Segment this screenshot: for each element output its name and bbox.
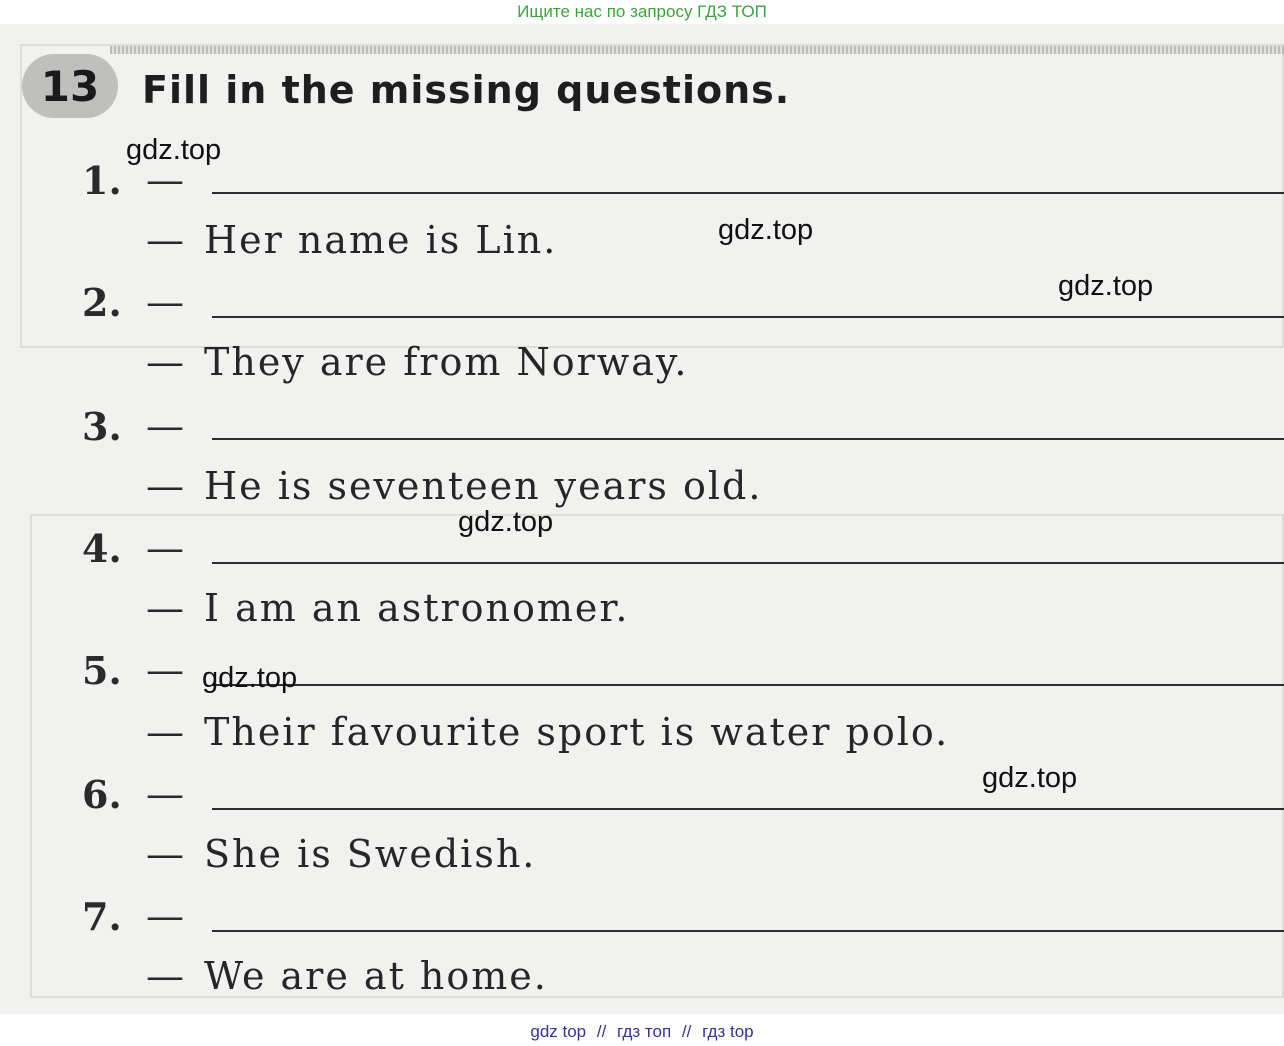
answer-dash: — xyxy=(146,340,186,384)
question-blank-line[interactable] xyxy=(212,808,1284,810)
answer-line xyxy=(146,464,762,508)
answer-text: She is Swedish. xyxy=(204,832,537,876)
answer-text: I am an astronomer. xyxy=(204,586,630,630)
footer-link-gdz-top-ru[interactable]: гдз топ xyxy=(617,1022,672,1041)
item-number: 2. xyxy=(82,280,122,325)
footer-separator: // xyxy=(596,1022,607,1041)
answer-line xyxy=(146,340,688,384)
answer-dash: — xyxy=(146,710,186,754)
question-dash: — xyxy=(146,404,184,448)
question-blank-line[interactable] xyxy=(212,562,1284,564)
question-blank-line[interactable] xyxy=(212,684,1284,686)
answer-text: He is seventeen years old. xyxy=(204,464,763,508)
answer-line xyxy=(146,954,548,998)
question-dash: — xyxy=(146,648,184,692)
answer-dash: — xyxy=(146,586,186,630)
answer-text: We are at home. xyxy=(204,954,548,998)
exercise-number-badge: 13 xyxy=(22,54,118,118)
answer-line xyxy=(146,710,949,754)
watermark-label: gdz.top xyxy=(458,506,554,538)
footer-link-gdz-top[interactable]: gdz top xyxy=(530,1022,587,1041)
item-number: 7. xyxy=(82,894,122,939)
item-number: 1. xyxy=(82,158,122,203)
question-dash: — xyxy=(146,280,184,324)
question-blank-line[interactable] xyxy=(212,192,1284,194)
search-hint-link[interactable]: Ищите нас по запросу ГДЗ ТОП xyxy=(517,2,767,21)
footer-separator: // xyxy=(681,1022,692,1041)
answer-line xyxy=(146,586,629,630)
watermark-label: gdz.top xyxy=(718,214,814,246)
item-number: 5. xyxy=(82,648,122,693)
question-blank-line[interactable] xyxy=(212,930,1284,932)
answer-dash: — xyxy=(146,954,186,998)
question-dash: — xyxy=(146,894,184,938)
question-dash: — xyxy=(146,772,184,816)
question-dash: — xyxy=(146,526,184,570)
watermark-label: gdz.top xyxy=(982,762,1078,794)
answer-text: Their favourite sport is water polo. xyxy=(204,710,950,754)
answer-dash: — xyxy=(146,464,186,508)
answer-dash: — xyxy=(146,832,186,876)
question-blank-line[interactable] xyxy=(212,316,1284,318)
item-number: 4. xyxy=(82,526,122,571)
footer-link-gdz-top-mixed[interactable]: гдз top xyxy=(702,1022,754,1041)
question-dash: — xyxy=(146,158,184,202)
answer-text: They are from Norway. xyxy=(204,340,689,384)
watermark-label: gdz.top xyxy=(1058,270,1154,302)
question-blank-line[interactable] xyxy=(212,438,1284,440)
answer-text: Her name is Lin. xyxy=(204,218,558,262)
footer-links xyxy=(0,1018,1284,1046)
watermark-label: gdz.top xyxy=(126,134,222,166)
textbook-page xyxy=(0,24,1284,1014)
watermark-label: gdz.top xyxy=(202,662,298,694)
item-number: 6. xyxy=(82,772,122,817)
answer-line xyxy=(146,218,557,262)
header-rule xyxy=(110,46,1284,54)
answer-dash: — xyxy=(146,218,186,262)
answer-line xyxy=(146,832,536,876)
exercise-title: Fill in the missing questions. xyxy=(142,68,791,112)
item-number: 3. xyxy=(82,404,122,449)
